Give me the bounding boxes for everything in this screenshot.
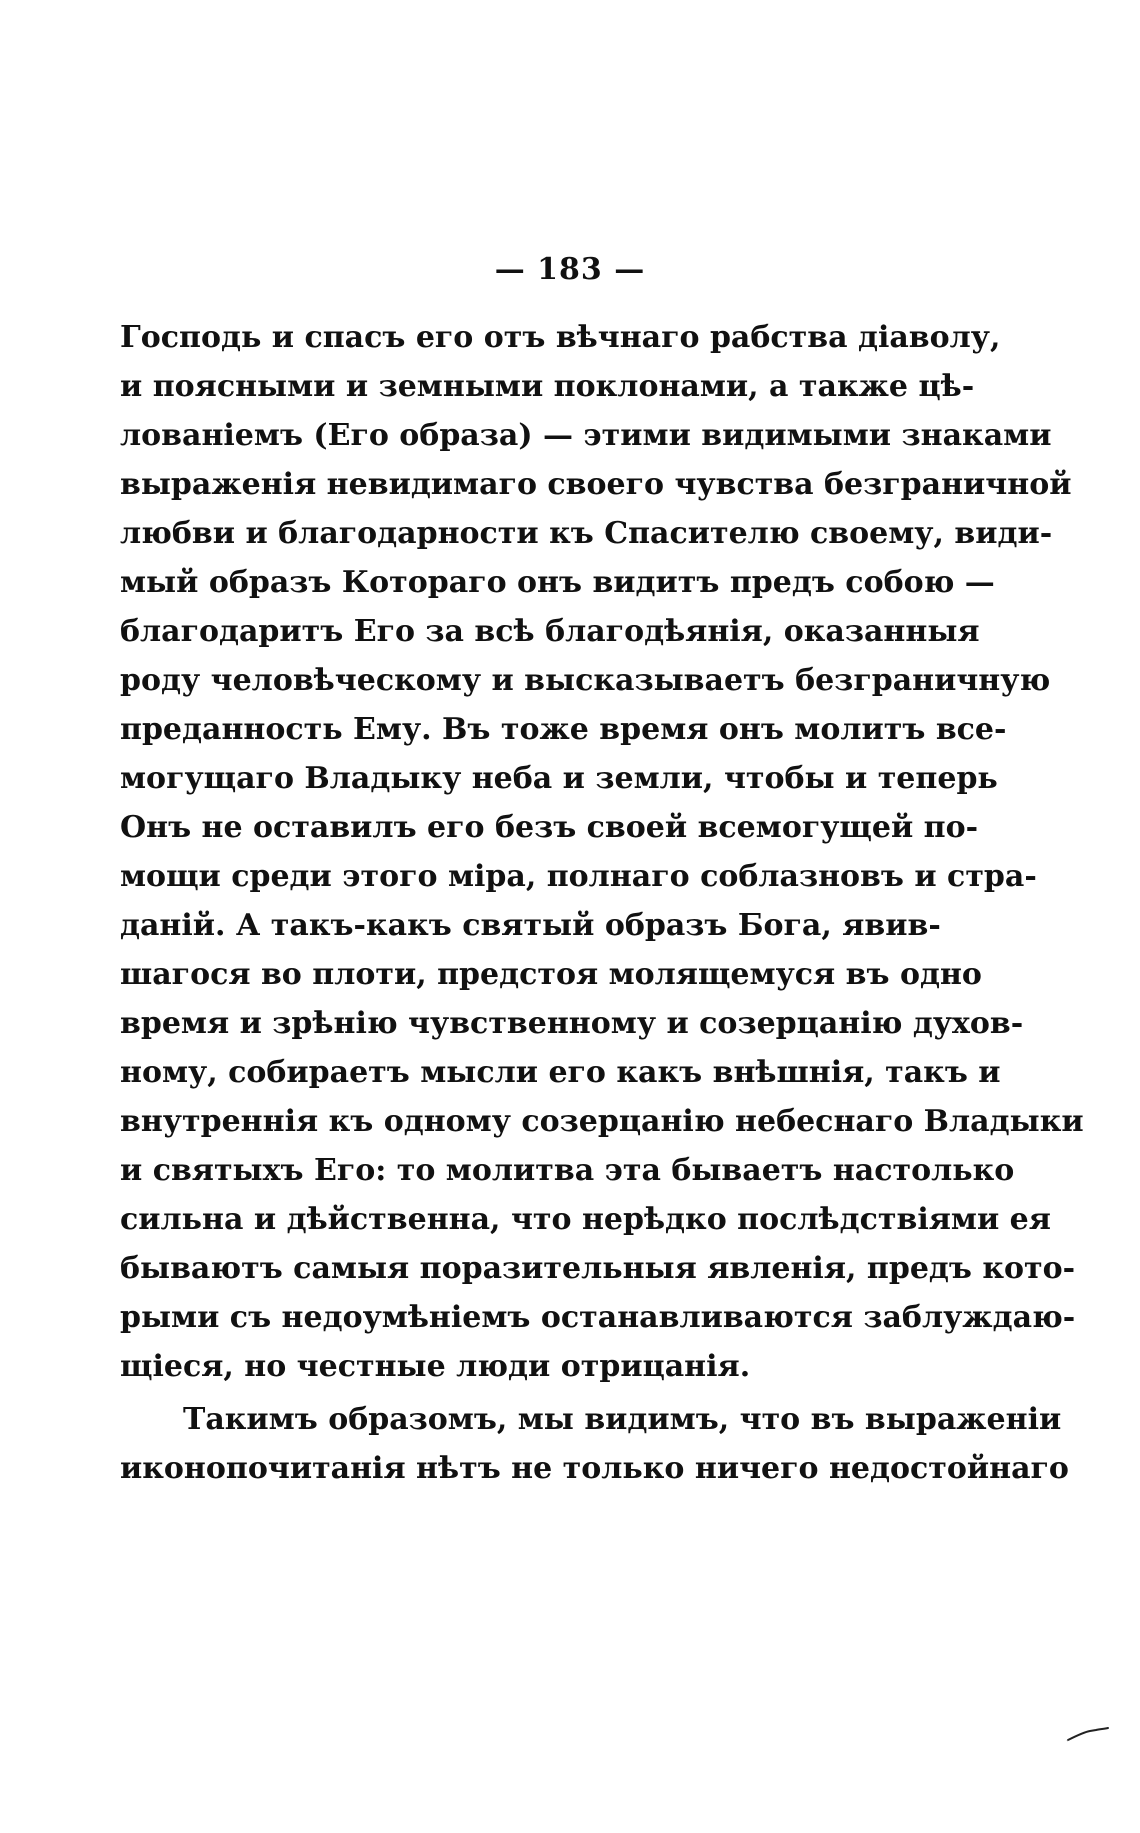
text-line: благодаритъ Его за всѣ благодѣянія, оказанныя	[120, 614, 980, 649]
pencil-mark	[1066, 1726, 1110, 1742]
text-line: мощи среди этого міра, полнаго соблазновъ и стра-	[120, 859, 1037, 894]
text-line: Онъ не оставилъ его безъ своей всемогущей по-	[120, 810, 979, 845]
text-line: сильна и дѣйственна, что нерѣдко послѣдствіями ея	[120, 1202, 1051, 1237]
text-line: время и зрѣнію чувственному и созерцанію духов-	[120, 1006, 1024, 1041]
text-line: внутреннія къ одному созерцанію небеснаго Владыки	[120, 1104, 1084, 1139]
text-line: могущаго Владыку неба и земли, чтобы и теперь	[120, 761, 998, 796]
text-line: и поясными и земными поклонами, а также цѣ-	[120, 369, 975, 404]
text-line: Такимъ образомъ, мы видимъ, что въ выраженіи	[183, 1402, 1062, 1437]
text-line: бываютъ самыя поразительныя явленія, предъ кото-	[120, 1251, 1076, 1286]
body-text	[120, 313, 1084, 1493]
text-line: щіеся, но честные люди отрицанія.	[120, 1349, 751, 1384]
text-line: лованіемъ (Его образа) — этими видимыми знаками	[120, 418, 1052, 453]
text-line: выраженія невидимаго своего чувства безграничной	[120, 467, 1072, 502]
text-line: мый образъ Котораго онъ видитъ предъ собою —	[120, 565, 995, 600]
text-line: даній. А такъ-какъ святый образъ Бога, явив-	[120, 908, 941, 943]
text-line: иконопочитанія нѣтъ не только ничего недостойнаго	[120, 1451, 1069, 1486]
text-line: рыми съ недоумѣніемъ останавливаются заблуждаю-	[120, 1300, 1076, 1335]
text-line: Господь и спасъ его отъ вѣчнаго рабства діаволу,	[120, 320, 1001, 355]
paragraph-1	[120, 313, 1084, 1391]
text-line: любви и благодарности къ Спасителю своему, види-	[120, 516, 1053, 551]
text-line: и святыхъ Его: то молитва эта бываетъ настолько	[120, 1153, 1015, 1188]
page-number: — 183 —	[494, 252, 646, 287]
text-line: шагося во плоти, предстоя молящемуся въ одно	[120, 957, 982, 992]
text-line: ному, собираетъ мысли его какъ внѣшнія, такъ и	[120, 1055, 1001, 1090]
text-line: преданность Ему. Въ тоже время онъ молитъ все-	[120, 712, 1007, 747]
text-line: роду человѣческому и высказываетъ безграничную	[120, 663, 1051, 698]
paragraph-2	[120, 1395, 1069, 1493]
